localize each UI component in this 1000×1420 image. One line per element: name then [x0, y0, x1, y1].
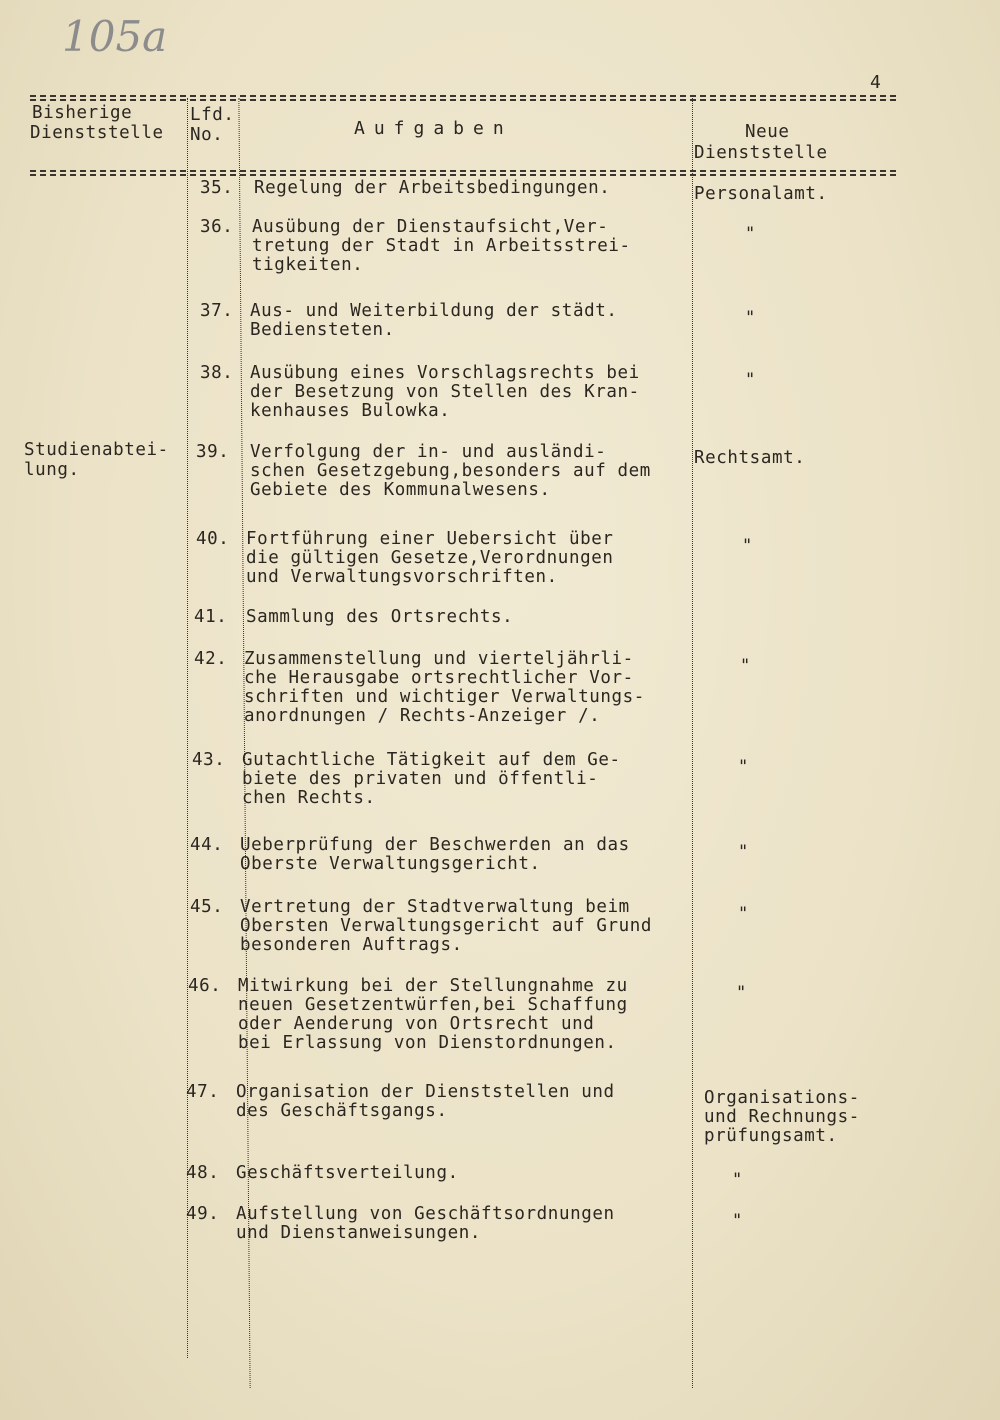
header-col1-line2: Dienststelle: [30, 123, 164, 143]
ditto-mark: ": [740, 656, 751, 676]
task-text-line: Geschäftsverteilung.: [236, 1163, 459, 1183]
task-text-line: che Herausgabe ortsrechtlicher Vor-: [244, 668, 634, 688]
new-department: Personalamt.: [694, 184, 828, 204]
ditto-mark: ": [745, 308, 756, 328]
ditto-mark: ": [732, 1211, 743, 1231]
task-text-line: Bediensteten.: [250, 320, 395, 340]
task-text-line: Ausübung eines Vorschlagsrechts bei: [250, 363, 640, 383]
task-text-line: des Geschäftsgangs.: [236, 1101, 448, 1121]
task-text-line: Gutachtliche Tätigkeit auf dem Ge-: [242, 750, 621, 770]
ditto-mark: ": [736, 983, 747, 1003]
row-number: 49.: [186, 1204, 220, 1224]
task-text-line: bei Erlassung von Dienstordnungen.: [238, 1033, 617, 1053]
row-number: 43.: [192, 750, 226, 770]
header-top-rule-double: [30, 99, 896, 101]
task-text-line: Organisation der Dienststellen und: [236, 1082, 615, 1102]
ditto-mark: ": [745, 370, 756, 390]
task-text-line: und Verwaltungsvorschriften.: [246, 567, 558, 587]
header-bottom-rule: [30, 170, 896, 172]
row-number: 46.: [188, 976, 222, 996]
new-department: und Rechnungs-: [704, 1107, 860, 1127]
task-text-line: Regelung der Arbeitsbedingungen.: [254, 178, 611, 198]
new-department: Organisations-: [704, 1088, 860, 1108]
previous-department-line1: Studienabtei-: [24, 440, 169, 460]
task-text-line: Zusammenstellung und vierteljährli-: [244, 649, 634, 669]
task-text-line: besonderen Auftrags.: [240, 935, 463, 955]
task-text-line: Oberste Verwaltungsgericht.: [240, 854, 541, 874]
ditto-mark: ": [738, 842, 749, 862]
row-number: 44.: [190, 835, 224, 855]
ditto-mark: ": [745, 224, 756, 244]
page-number: 4: [870, 72, 881, 93]
task-text-line: schen Gesetzgebung,besonders auf dem: [250, 461, 651, 481]
task-text-line: Verfolgung der in- und ausländi-: [250, 442, 607, 462]
task-text-line: und Dienstanweisungen.: [236, 1223, 481, 1243]
task-text-line: Mitwirkung bei der Stellungnahme zu: [238, 976, 628, 996]
header-bottom-rule-double: [30, 174, 896, 176]
ditto-mark: ": [738, 904, 749, 924]
ditto-mark: ": [742, 536, 753, 556]
row-number: 40.: [196, 529, 230, 549]
new-department: Rechtsamt.: [694, 448, 806, 468]
row-number: 48.: [186, 1163, 220, 1183]
task-text-line: tigkeiten.: [252, 255, 364, 275]
header-top-rule: [30, 95, 896, 97]
column-divider-3: [692, 98, 693, 1388]
task-text-line: anordnungen / Rechts-Anzeiger /.: [244, 706, 601, 726]
task-text-line: die gültigen Gesetze,Verordnungen: [246, 548, 614, 568]
ditto-mark: ": [732, 1170, 743, 1190]
task-text-line: Aufstellung von Geschäftsordnungen: [236, 1204, 615, 1224]
previous-department-line2: lung.: [24, 460, 80, 480]
row-number: 39.: [196, 442, 230, 462]
row-number: 36.: [200, 217, 234, 237]
row-number: 37.: [200, 301, 234, 321]
task-text-line: Obersten Verwaltungsgericht auf Grund: [240, 916, 653, 936]
row-number: 38.: [200, 363, 234, 383]
task-text-line: neuen Gesetzentwürfen,bei Schaffung: [238, 995, 628, 1015]
ditto-mark: ": [738, 757, 749, 777]
task-text-line: Sammlung des Ortsrechts.: [246, 607, 514, 627]
header-col2-line2: No.: [190, 125, 224, 145]
column-divider-2: [238, 98, 250, 1388]
header-col4-line1: Neue: [745, 122, 790, 142]
task-text-line: Aus- und Weiterbildung der städt.: [250, 301, 618, 321]
task-text-line: Fortführung einer Uebersicht über: [246, 529, 614, 549]
task-text-line: Ueberprüfung der Beschwerden an das: [240, 835, 630, 855]
task-text-line: Ausübung der Dienstaufsicht,Ver-: [252, 217, 609, 237]
new-department: prüfungsamt.: [704, 1126, 838, 1146]
task-text-line: schriften und wichtiger Verwaltungs-: [244, 687, 645, 707]
handwritten-page-annotation: 105a: [62, 12, 168, 61]
header-col3: Aufgaben: [354, 118, 513, 139]
header-col2-line1: Lfd.: [190, 105, 235, 125]
task-text-line: chen Rechts.: [242, 788, 376, 808]
row-number: 42.: [194, 649, 228, 669]
task-text-line: der Besetzung von Stellen des Kran-: [250, 382, 640, 402]
task-text-line: Gebiete des Kommunalwesens.: [250, 480, 551, 500]
row-number: 35.: [200, 178, 234, 198]
task-text-line: Vertretung der Stadtverwaltung beim: [240, 897, 630, 917]
row-number: 41.: [194, 607, 228, 627]
task-text-line: kenhauses Bulowka.: [250, 401, 451, 421]
task-text-line: biete des privaten und öffentli-: [242, 769, 599, 789]
task-text-line: oder Aenderung von Ortsrecht und: [238, 1014, 595, 1034]
row-number: 45.: [190, 897, 224, 917]
header-col1-line1: Bisherige: [32, 103, 133, 123]
header-col4-line2: Dienststelle: [694, 143, 828, 163]
row-number: 47.: [186, 1082, 220, 1102]
task-text-line: tretung der Stadt in Arbeitsstrei-: [252, 236, 631, 256]
